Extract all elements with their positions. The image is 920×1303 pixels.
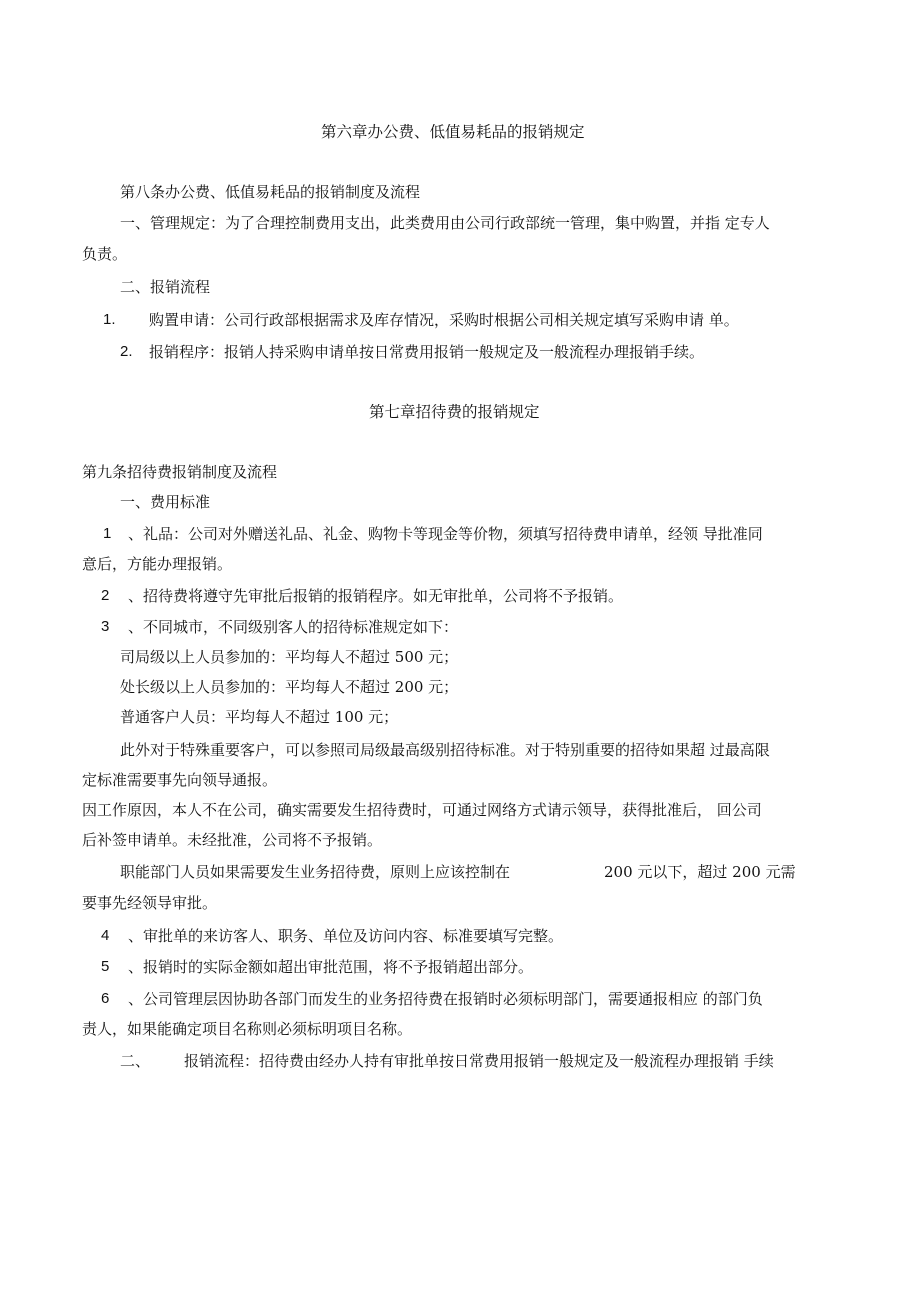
reimburse-process-text: 报销流程：招待费由经办人持有审批单按日常费用报销一般规定及一般流程办理报销 手续	[184, 1052, 774, 1070]
standard-division-level: 处长级以上人员参加的：平均每人不超过 200 元；	[120, 678, 459, 696]
article9-heading: 第九条招待费报销制度及流程	[82, 463, 278, 481]
special-client-line2: 定标准需要事先向领导通报。	[82, 771, 278, 789]
item5-number: 5	[101, 958, 110, 975]
item1-line1: 、礼品：公司对外赠送礼品、礼金、购物卡等现金等价物，须填写招待费申请单，经领 导批准同	[128, 525, 763, 543]
item6-line2: 责人，如果能确定项目名称则必须标明项目名称。	[82, 1020, 413, 1038]
item2-number: 2	[101, 587, 110, 604]
chapter7-title: 第七章招待费的报销规定	[369, 403, 540, 421]
item4-number: 4	[101, 927, 110, 944]
item4-text: 、审批单的来访客人、职务、单位及访问内容、标准要填写完整。	[128, 927, 564, 945]
chapter6-title: 第六章办公费、低值易耗品的报销规定	[321, 123, 585, 141]
article8-rule-line2: 负责。	[82, 245, 128, 263]
item3-text: 、不同城市，不同级别客人的招待标准规定如下：	[128, 618, 459, 636]
item1-number: 1	[103, 525, 112, 542]
item2-text: 、招待费将遵守先审批后报销的报销程序。如无审批单，公司将不予报销。	[128, 587, 624, 605]
reimburse-process-number: 二、	[120, 1052, 151, 1070]
functional-dept-line1-b: 200 元以下，超过 200 元需	[604, 863, 796, 881]
article8-rule-line1: 一、管理规定：为了合理控制费用支出，此类费用由公司行政部统一管理，集中购置，并指 定专人	[120, 214, 770, 232]
special-client-line1: 此外对于特殊重要客户，可以参照司局级最高级别招待标准。对于特别重要的招待如果超 过最高限	[120, 741, 770, 759]
item5-text: 、报销时的实际金额如超出审批范围，将不予报销超出部分。	[128, 958, 534, 976]
step1-number: 1.	[103, 311, 116, 328]
functional-dept-line1-a: 职能部门人员如果需要发生业务招待费，原则上应该控制在	[120, 863, 511, 881]
item3-number: 3	[101, 618, 110, 635]
item6-line1: 、公司管理层因协助各部门而发生的业务招待费在报销时必须标明部门，需要通报相应 的部门负	[128, 990, 763, 1008]
step2-number: 2.	[120, 343, 133, 360]
article8-heading: 第八条办公费、低值易耗品的报销制度及流程	[120, 183, 421, 201]
standard-bureau-level: 司局级以上人员参加的：平均每人不超过 500 元；	[120, 648, 459, 666]
article8-process-heading: 二、报销流程	[120, 278, 211, 296]
standard-regular-client: 普通客户人员：平均每人不超过 100 元；	[120, 708, 399, 726]
step1-text: 购置申请：公司行政部根据需求及库存情况，采购时根据公司相关规定填写采购申请 单。	[149, 311, 739, 329]
step2-text: 报销程序：报销人持采购申请单按日常费用报销一般规定及一般流程办理报销手续。	[149, 343, 705, 361]
absent-approval-line2: 后补签申请单。未经批准，公司将不予报销。	[82, 831, 383, 849]
functional-dept-line2: 要事先经领导审批。	[82, 894, 218, 912]
absent-approval-line1: 因工作原因，本人不在公司，确实需要发生招待费时，可通过网络方式请示领导，获得批准后， 回公司	[82, 801, 762, 819]
item6-number: 6	[101, 990, 110, 1007]
standard-heading: 一、费用标准	[120, 493, 211, 511]
item1-line2: 意后，方能办理报销。	[82, 555, 233, 573]
